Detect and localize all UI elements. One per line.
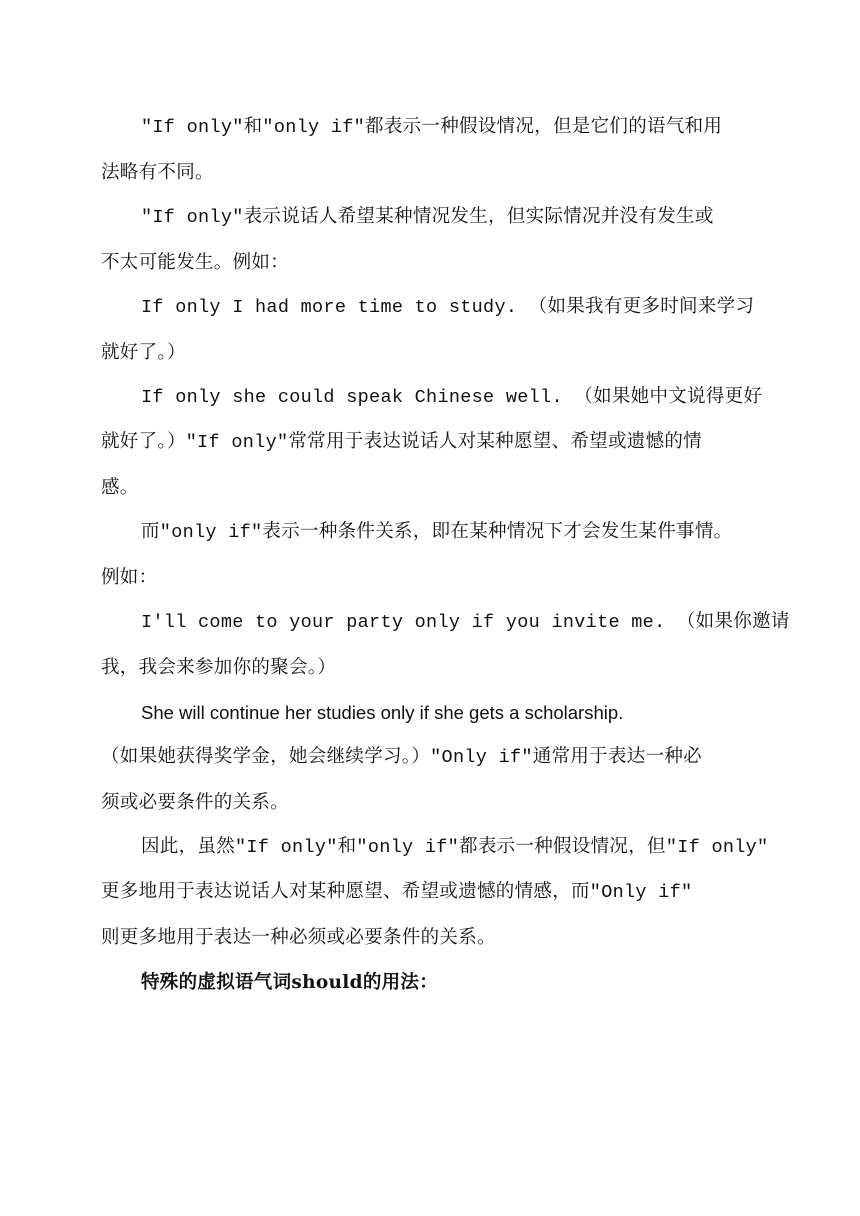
- example-2-line-1: If only she could speak Chinese well. （如果她中文说得更好: [141, 387, 763, 408]
- example-1-line-2: 就好了。）: [101, 342, 186, 363]
- paragraph-2-line-2: 不太可能发生。例如：: [101, 252, 290, 273]
- example-2-line-2: 就好了。）"If only"常常用于表达说话人对某种愿望、希望或遗憾的情: [101, 432, 702, 453]
- paragraph-1-line-1: "If only"和"only if"都表示一种假设情况，但是它们的语气和用: [141, 117, 723, 138]
- paragraph-1-line-2: 法略有不同。: [101, 162, 214, 183]
- paragraph-2-line-1: "If only"表示说话人希望某种情况发生，但实际情况并没有发生或: [141, 207, 714, 228]
- example-2-line-3: 感。: [101, 477, 139, 498]
- paragraph-3-line-1: 而"only if"表示一种条件关系，即在某种情况下才会发生某件事情。: [141, 522, 733, 543]
- example-3-line-2: 我，我会来参加你的聚会。）: [101, 657, 337, 678]
- section-heading: 特殊的虚拟语气词should的用法：: [141, 972, 439, 993]
- example-4-line-1: She will continue her studies only if she gets a scholarship.: [141, 702, 624, 723]
- example-4-line-2: （如果她获得奖学金，她会继续学习。）"Only if"通常用于表达一种必: [101, 747, 702, 768]
- conclusion-line-2: 更多地用于表达说话人对某种愿望、希望或遗憾的情感，而"Only if": [101, 882, 693, 903]
- example-3-line-1: I'll come to your party only if you invite me. （如果你邀请: [141, 612, 790, 633]
- example-4-line-3: 须或必要条件的关系。: [101, 792, 290, 813]
- conclusion-line-1: 因此，虽然"If only"和"only if"都表示一种假设情况，但"If only": [141, 837, 769, 858]
- example-1-line-1: If only I had more time to study. （如果我有更多时间来学习: [141, 297, 755, 318]
- paragraph-3-line-2: 例如：: [101, 567, 158, 588]
- conclusion-line-3: 则更多地用于表达一种必须或必要条件的关系。: [101, 927, 496, 948]
